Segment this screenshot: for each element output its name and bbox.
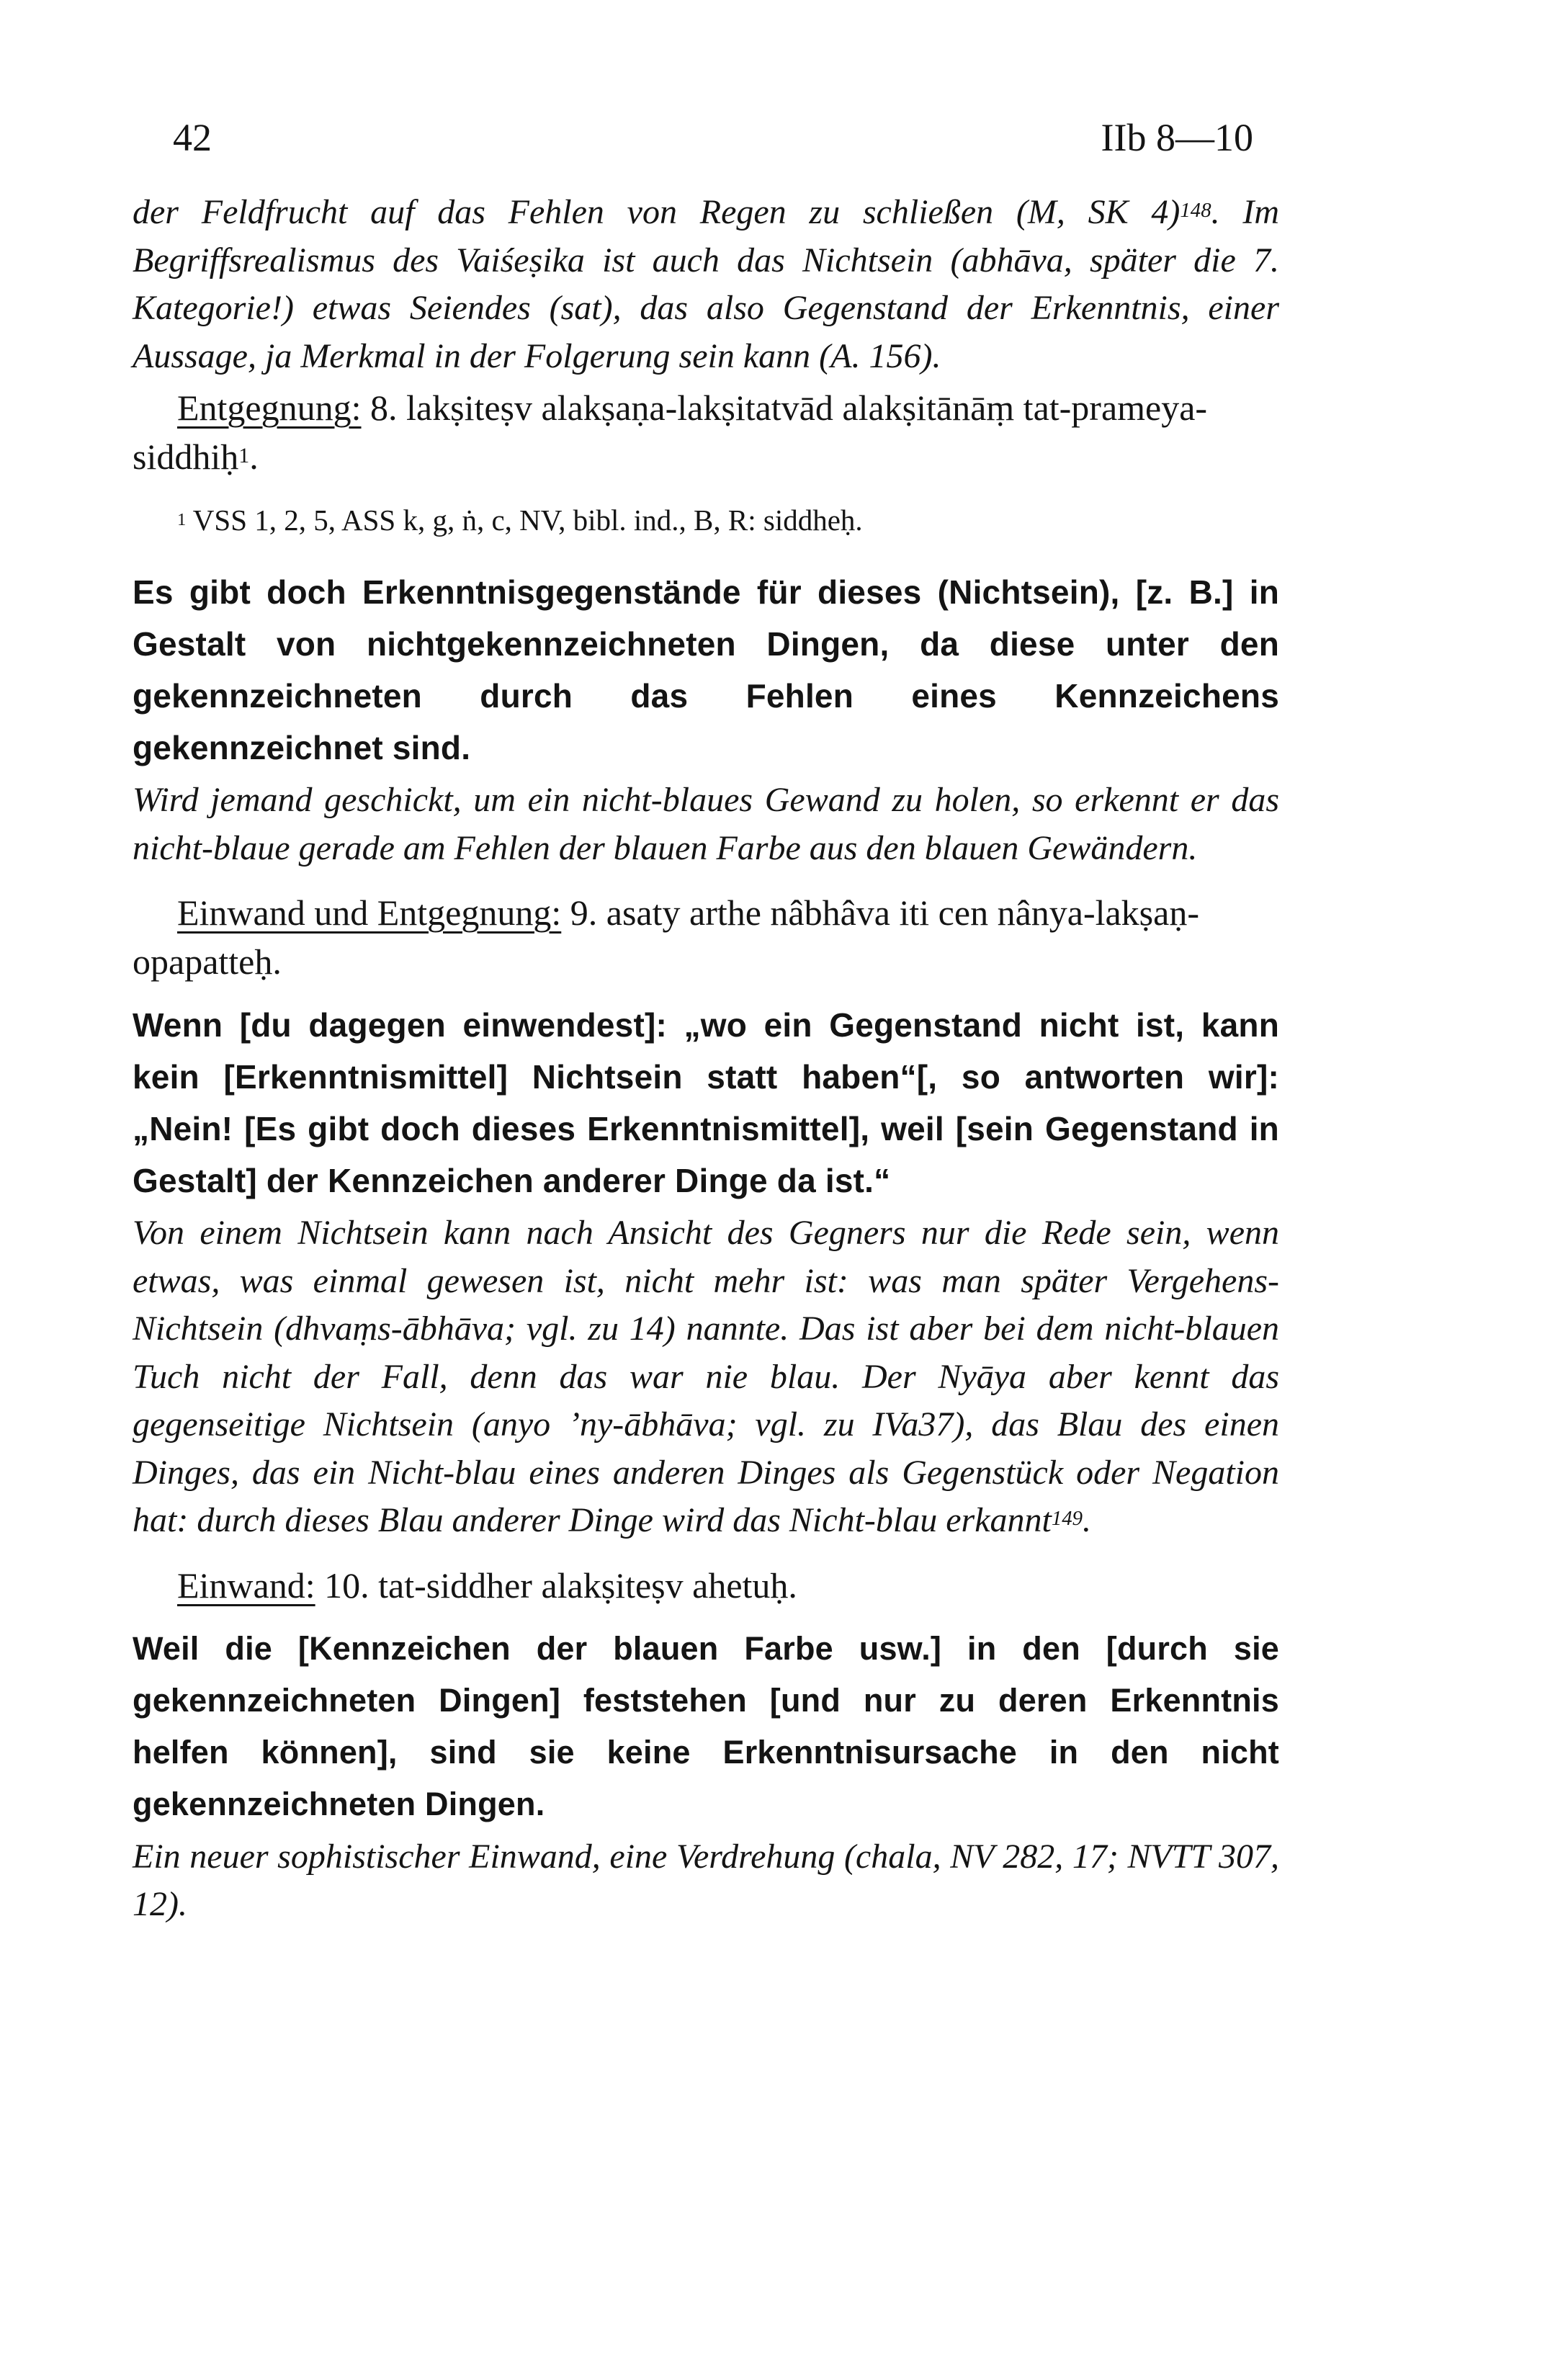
section-reference: IIb 8—10: [1101, 116, 1253, 159]
footnote: [133, 498, 1279, 542]
sutra-8: [133, 383, 1279, 488]
commentary-8: Wird jemand geschickt, um ein nicht-blaues Gewand zu holen, so erkennt er das nicht-blaue gerade am Fehlen der blauen Farbe aus den blauen Gewändern.: [133, 781, 1279, 867]
translation-9: Wenn [du dagegen einwendest]: „wo ein Gegenstand nicht ist, kann kein [Erkenntnismittel] Nichtsein statt haben“[, so antworten wir]: „Nein! [Es gibt doch dieses Erkenntnismittel], weil [sein Gegenstand in Gestalt] der Kennzeichen anderer Dinge da ist.“: [133, 1006, 1279, 1199]
sutra-text: 10. tat-siddher alakṣiteṣv ahetuḥ.: [315, 1565, 797, 1606]
commentary-10: Ein neuer sophistischer Einwand, eine Verdrehung (chala, NV 282, 17; NVTT 307, 12).: [133, 1837, 1279, 1923]
commentary-paragraph-intro: [133, 189, 1279, 380]
running-header: [173, 108, 1253, 166]
sutra-9: [133, 888, 1279, 993]
footnote-text: VSS 1, 2, 5, ASS k, g, ṅ, c, NV, bibl. ind., B, R: siddheḥ.: [186, 503, 863, 537]
sutra-label: Entgegnung:: [177, 388, 362, 428]
footnote-ref: 149: [1051, 1507, 1083, 1531]
footnote-ref: 1: [238, 444, 250, 467]
page-number: 42: [173, 116, 212, 159]
footnote-ref: 148: [1180, 199, 1211, 223]
commentary-9: [133, 1209, 1279, 1545]
page-body: [133, 189, 1279, 1945]
commentary-text: . Im Begriffsrealismus des Vaiśeṣika ist auch das Nichtsein (abhāva, später die 7. Kategorie!) etwas Seiendes (sat), das also Gegenstand der Erkenntnis, einer Aussage, ja Merkmal in der Folgerung sein kann (A. 156).: [133, 193, 1280, 375]
commentary-text: der Feldfrucht auf das Fehlen von Regen zu schließen (M, SK 4): [133, 193, 1181, 231]
sutra-text: 8. lakṣiteṣv alakṣaṇa-lakṣitatvād alakṣitānāṃ tat-prameya-siddhiḥ: [133, 388, 1208, 477]
commentary-text-end: .: [1083, 1501, 1092, 1539]
footnote-marker: 1: [177, 509, 187, 529]
sutra-label: Einwand und Entgegnung:: [177, 892, 562, 933]
translation-8: Es gibt doch Erkenntnisgegenstände für dieses (Nichtsein), [z. B.] in Gestalt von nichtgekennzeichneten Dingen, da diese unter den gekennzeichneten durch das Fehlen eines Kennzeichens gekennzeichnet sind.: [133, 573, 1279, 766]
commentary-text: Von einem Nichtsein kann nach Ansicht des Gegners nur die Rede sein, wenn etwas, was einmal gewesen ist, nicht mehr ist: was man später Vergehens-Nichtsein (dhvaṃs-ābhāva; vgl. zu 14) nannte. Das ist aber bei dem nicht-blauen Tuch nicht der Fall, denn das war nie blau. Der Nyāya aber kennt das gegenseitige Nichtsein (anyo ’ny-ābhāva; vgl. zu IVa37), das Blau des einen Dinges, das ein Nicht-blau eines anderen Dinges als Gegenstück oder Negation hat: durch dieses Blau anderer Dinge wird das Nicht-blau erkannt: [133, 1214, 1279, 1539]
sutra-10: [133, 1561, 1279, 1617]
sutra-label: Einwand:: [177, 1565, 315, 1606]
translation-10: Weil die [Kennzeichen der blauen Farbe usw.] in den [durch sie gekennzeichneten Dingen] feststehen [und nur zu deren Erkenntnis helfen können], sind sie keine Erkenntnisursache in den nicht gekennzeichneten Dingen.: [133, 1629, 1279, 1822]
sutra-text-end: .: [249, 437, 259, 477]
sutra-text: 9. asaty arthe nâbhâva iti cen nânya-lakṣaṇ-opapatteḥ.: [133, 892, 1199, 982]
